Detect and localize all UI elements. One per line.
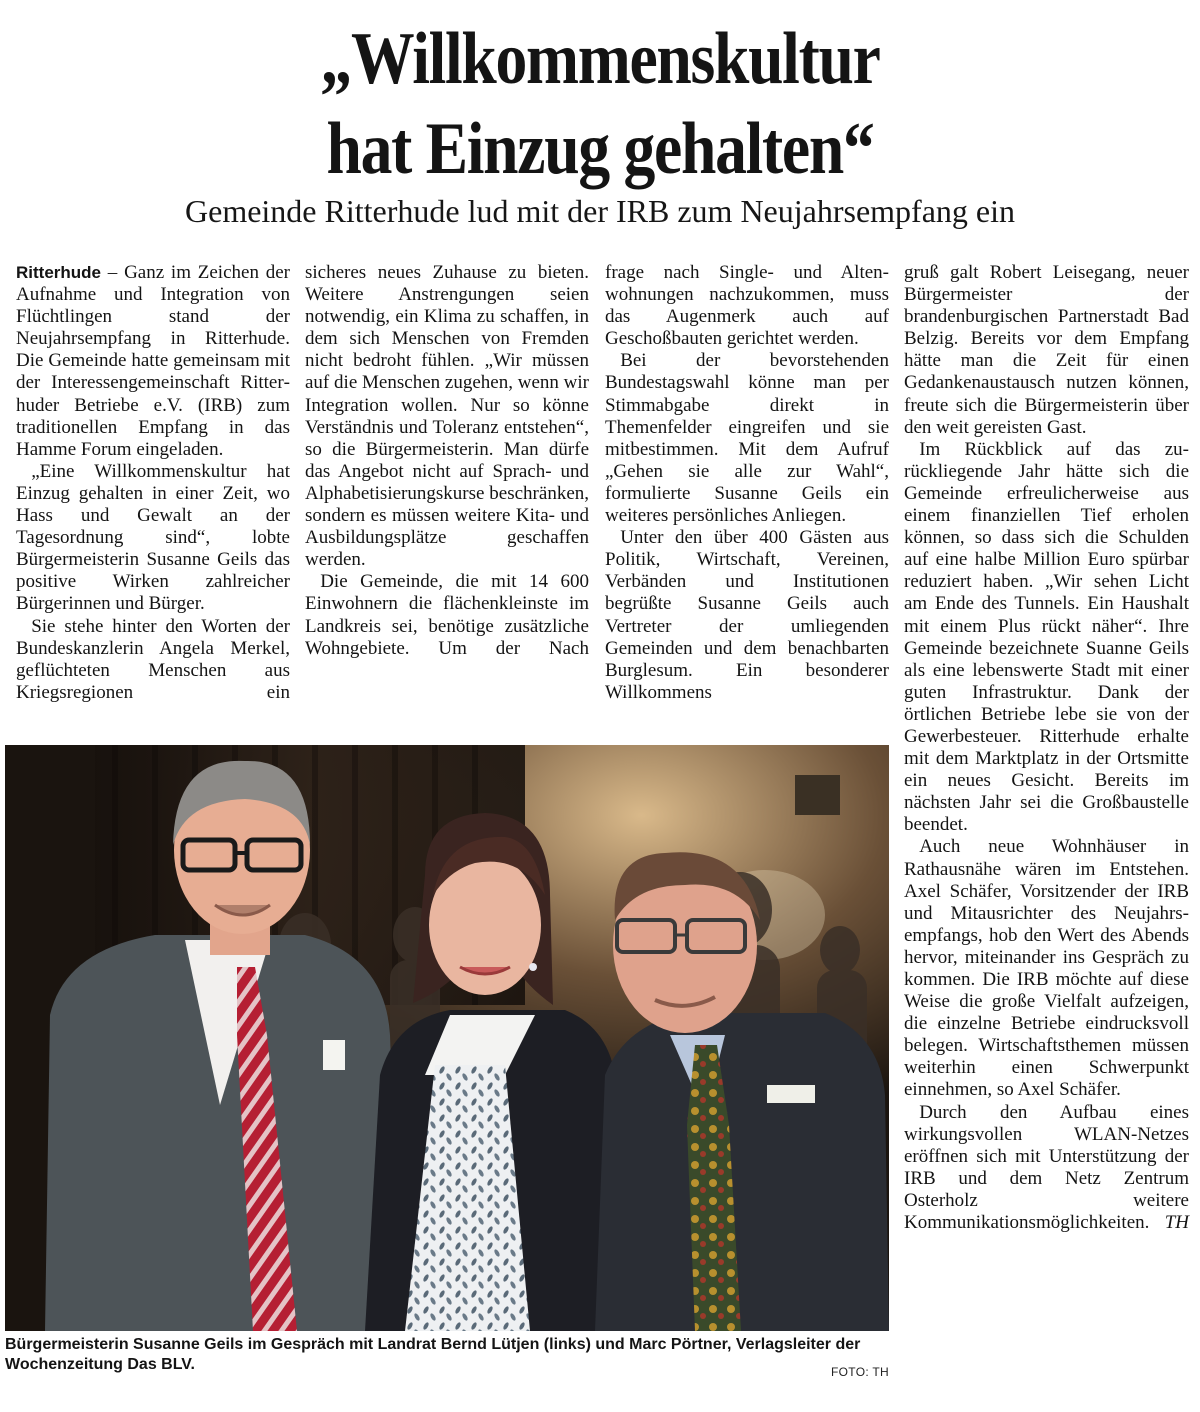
article-photo xyxy=(5,745,889,1331)
paragraph-10: Im Rückblick auf das zurückliegende Jahr hätte sich die Gemeinde erfreulicherweise aus einem finanziellen Tief erholen können, so dass sich die Schulden auf eine halbe Million Euro spürbar reduziert haben. „Wir sehen Licht am Ende des Tunnels. Ein Haushalt mit einem Plus rückt näher“. Ihre Gemeinde bezeichnete Suanne Geils als eine lebenswerte Stadt mit einer guten Infrastruktur. Dank der örtlichen Betriebe lebe sie von der Gewerbesteuer. Ritterhude erhalte mit dem Marktplatz in der Ortsmitte ein neues Gesicht. Bereits im nächsten Jahr sei die Großbaustelle beendet. xyxy=(904,438,1189,836)
paragraph-2: „Eine Willkommenskultur hat Einzug gehalten in einer Zeit, wo Hass und Gewalt an der Tagesordnung sind“, lobte Bürgermeisterin Susanne Geils das positive Wirken zahlreicher Bürgerinnen und Bürger. xyxy=(16,460,290,615)
headline-line-2: hat Einzug gehalten“ xyxy=(326,108,874,190)
paragraph-4: sicheres neues Zuhause zu bieten. Weitere Anstrengungen seien notwendig, ein Klima zu schaffen, in dem sich Menschen von Fremden nicht bedroht fühlen. „Wir müssen auf die Menschen zugehen, wenn wir Integration wollen. Nur so könne Verständnis und Toleranz entstehen“, so die Bürgermeisterin. Man dürfe das Angebot nicht auf Sprach- und Alphabetisierungskurse beschränken, sondern es müssen weitere Kita- und Ausbildungsplätze geschaffen werden. xyxy=(305,262,589,571)
photo-caption: Bürgermeisterin Susanne Geils im Gespräch mit Landrat Bernd Lütjen (links) und Marc Pörtner, Verlagsleiter der Wochenzeitung Das BLV. xyxy=(5,1336,861,1373)
photo-illustration xyxy=(5,745,889,1331)
paragraph-9: gruß galt Robert Leisegang, neuer Bürgermeister der brandenburgischen Partnerstadt Bad Belzig. Bereits vor dem Empfang hätte man die Zeit für einen Gedankenaustausch nutzen können, freute sich die Bürgermeisterin über den weit gereisten Gast. xyxy=(904,262,1189,438)
paragraph-12 xyxy=(904,1102,1189,1235)
headline-line-1: „Willkommenskultur xyxy=(320,18,880,100)
paragraph-6: frage nach Single- und Altenwohnungen nachzukommen, muss das Augenmerk auch auf Geschoßbauten gerichtet werden. xyxy=(605,262,889,350)
text-column-1 xyxy=(16,262,290,704)
paragraph-1 xyxy=(16,262,290,461)
paragraph-11: Auch neue Wohnhäuser in Rathausnähe wären im Entstehen. Axel Schäfer, Vorsitzender der IRB und Mitausrichter des Neujahrsempfangs, hob den Wert des Abends hervor, miteinander ins Gespräch zu kommen. Die IRB möchte auf diese Weise die große Vielfalt aufzeigen, die einzelne Betriebe eindrucksvoll belegen. Wirtschaftsthemen müssen weiterhin einen Schwerpunkt einnehmen, so Axel Schäfer. xyxy=(904,836,1189,1101)
headline xyxy=(84,14,1116,194)
text-column-4 xyxy=(904,262,1189,1234)
paragraph-7: Bei der bevorstehenden Bundestagswahl könne man per Stimmabgabe direkt in Themenfelder eingreifen und sie mitbestimmen. Mit dem Aufruf „Gehen sie alle zur Wahl“, formulierte Susanne Geils ein weiteres persönliches Anliegen. xyxy=(605,350,889,527)
dateline: Ritterhude xyxy=(16,263,101,282)
photo-credit: FOTO: TH xyxy=(831,1365,889,1379)
paragraph-3: Sie stehe hinter den Worten der Bundeskanzlerin Angela Merkel, geflüchteten Menschen aus Kriegsregionen ein xyxy=(16,615,290,703)
text-column-3 xyxy=(605,262,889,704)
paragraph-8: Unter den über 400 Gästen aus Politik, Wirtschaft, Vereinen, Verbänden und Institutionen begrüßte Susanne Geils auch Vertreter der umliegenden Gemeinden und dem benachbarten Burglesum. Ein besonderer Willkommens xyxy=(605,527,889,703)
paragraph-1-text: – Ganz im Zeichen der Aufnahme und Integration von Flüchtlingen stand der Neujahrsempfang in Ritterhude. Die Gemeinde hatte gemeinsam mit der Interessengemeinschaft Ritterhuder Betriebe e.V. (IRB) zum traditionellen Empfang in das Hamme Forum eingeladen. xyxy=(16,262,290,460)
paragraph-5: Die Gemeinde, die mit 14 600 Einwohnern die flächenkleinste im Landkreis sei, benötige zusätzliche Wohngebiete. Um der Nach xyxy=(305,571,589,659)
paragraph-12-text: Durch den Aufbau eines wirkungsvollen WLAN-Netzes eröffnen sich mit Unterstützung der IRB und dem Netz Zentrum Osterholz weitere Kommunikationsmöglichkeiten. xyxy=(904,1101,1189,1234)
text-column-2 xyxy=(305,262,589,660)
author-initials: TH xyxy=(1164,1212,1189,1234)
subheadline: Gemeinde Ritterhude lud mit der IRB zum Neujahrsempfang ein xyxy=(185,193,1015,229)
